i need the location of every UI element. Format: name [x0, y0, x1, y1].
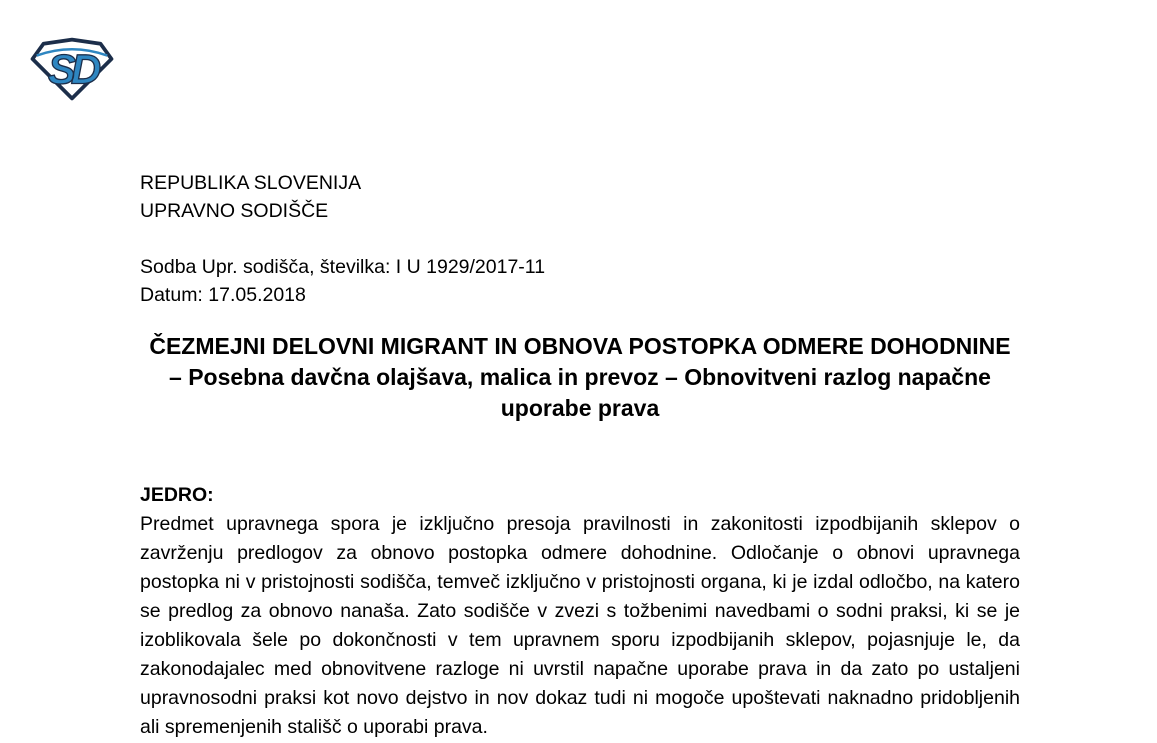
case-meta	[140, 253, 545, 309]
jedro-label: JEDRO:	[140, 484, 214, 506]
date-line: Datum: 17.05.2018	[140, 284, 306, 306]
decision-title: ČEZMEJNI DELOVNI MIGRANT IN OBNOVA POSTOPKA ODMERE DOHODNINE – Posebna davčna olajšava, malica in prevoz – Obnovitveni razlog napačne uporabe prava	[149, 333, 1011, 421]
logo-monogram: SD	[47, 45, 97, 93]
court-logo-shield-icon	[30, 36, 114, 102]
jedro-section	[140, 481, 1020, 742]
court-name-line: UPRAVNO SODIŠČE	[140, 200, 329, 222]
jedro-body: Predmet upravnega spora je izključno presoja pravilnosti in zakonitosti izpodbijanih sklepov o zavrženju predlogov za obnovo postopka odmere dohodnine. Odločanje o obnovi upravnega postopka ni v pristojnosti sodišča, temveč izključno v pristojnosti organa, ki je izdal odločbo, na katero se predlog za obnovo nanaša. Zato sodišče v zvezi s tožbenimi navedbami o sodni praksi, ki se je izoblikovala šele po dokončnosti v tem upravnem sporu izpodbijanih sklepov, pojasnjuje le, da zakonodajalec med obnovitvene razloge ni uvrstil napačne uporabe prava in da zato po ustaljeni upravnosodni praksi kot novo dejstvo in nov dokaz tudi ni mogoče upoštevati naknadno pridobljenih ali spremenjenih stališč o uporabi prava.	[140, 513, 1020, 738]
republic-line: REPUBLIKA SLOVENIJA	[140, 172, 362, 194]
court-logo	[30, 36, 114, 102]
case-number-line: Sodba Upr. sodišča, številka: I U 1929/2017-11	[140, 256, 546, 278]
court-header	[140, 169, 361, 225]
